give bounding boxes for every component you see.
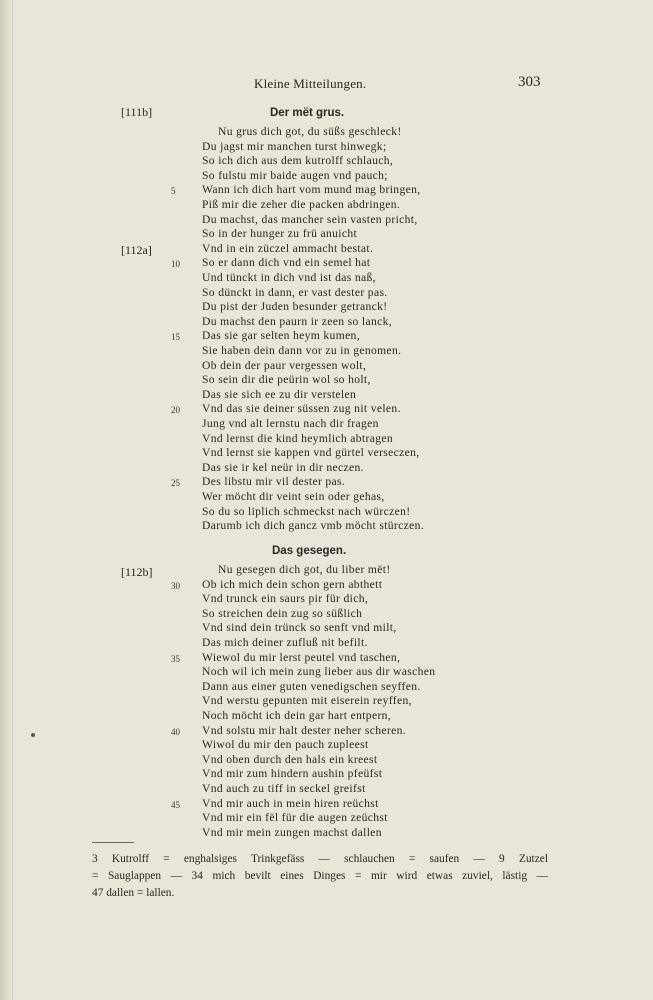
footnote-line: = Sauglappen — 34 mich bevilt eines Dinges = mir wird etwas zuviel, lästig —	[92, 870, 548, 882]
verse-line: Vnd solstu mir halt dester neher scheren.	[202, 723, 406, 737]
verse-line: Noch wil ich mein zung lieber aus dir waschen	[202, 665, 436, 679]
line-number: 35	[171, 653, 180, 664]
verse-line: Das mich deiner zufluß nit befilt.	[202, 636, 368, 649]
line-number: 5	[171, 186, 176, 197]
verse-line: Dann aus einer guten venedigschen seyffen.	[202, 679, 421, 693]
verse-line: Jung vnd alt lernstu nach dir fragen	[202, 417, 379, 430]
footnote-rule	[92, 842, 134, 843]
verse-line: Vnd auch zu tiff in seckel greifst	[202, 782, 366, 795]
line-number: 30	[171, 580, 180, 591]
footnotes	[92, 851, 548, 902]
verse-line: So du so liplich schmeckst nach würczen!	[202, 504, 411, 518]
verse-line: Darumb ich dich gancz vmb möcht stürczen.	[202, 519, 425, 533]
folio-ref-112b: [112b]	[121, 565, 153, 579]
line-number: 45	[171, 799, 180, 810]
verse-line: So er dann dich vnd ein semel hat	[202, 256, 371, 270]
footnote-line: 47 dallen = lallen.	[92, 887, 175, 899]
line-number: 10	[171, 259, 180, 270]
verse-line: Und tünckt in dich vnd ist das naß,	[202, 271, 376, 284]
verse-line: Du jagst mir manchen turst hinwegk;	[202, 139, 387, 153]
verse-line: Wann ich dich hart vom mund mag bringen,	[202, 183, 421, 197]
verse-line: Vnd lernst sie kappen vnd gürtel verseczen,	[202, 446, 420, 460]
verse-line: So in der hunger zu frü anuicht	[202, 227, 358, 241]
verse-line: Noch möcht ich dein gar hart entpern,	[202, 709, 392, 722]
verse-line: Das sie ir kel neür in dir neczen.	[202, 460, 364, 474]
verse-line: Nu gesegen dich got, du liber mët!	[218, 563, 391, 576]
verse-line: Das sie gar selten heym kumen,	[202, 329, 360, 343]
running-title: Kleine Mitteilungen.	[254, 76, 367, 91]
verse-line: Das sie sich ee zu dir verstelen	[202, 387, 357, 401]
verse-line: Sie haben dein dann vor zu in genomen.	[202, 344, 402, 357]
verse-line: So streichen dein zug so süßlich	[202, 606, 363, 620]
page-number: 303	[518, 74, 541, 90]
verse-line: Vnd oben durch den hals ein kreest	[202, 752, 378, 766]
verse-line: Vnd mir zum hindern aushin pfeüfst	[202, 767, 383, 781]
verse-line: Vnd mir ein fël für die augen zeüchst	[202, 811, 388, 825]
page-header	[0, 76, 653, 94]
line-number: 20	[171, 405, 180, 416]
verse-line: Vnd in ein züczel ammacht bestat.	[202, 241, 374, 255]
verse-line: Wer möcht dir veint sein oder gehas,	[202, 490, 385, 503]
line-number: 40	[171, 726, 180, 737]
verse-line: Vnd trunck ein saurs pir für dich,	[202, 592, 369, 606]
verse-line: So sein dir die peürin wol so holt,	[202, 373, 371, 387]
verse-line: So dünckt in dann, er vast dester pas.	[202, 285, 388, 299]
footnote-line: 3 Kutrolff = enghalsiges Trinkgefäss — schlauchen = saufen — 9 Zutzel	[92, 853, 548, 865]
verse-line: Vnd werstu gepunten mit eiserein reyffen,	[202, 694, 412, 708]
verse-line: Des libstu mir vil dester pas.	[202, 475, 346, 489]
verse-line: Piß mir die zeher die packen abdringen.	[202, 198, 401, 211]
verse-line: Ob dein der paur vergessen wolt,	[202, 358, 367, 372]
verse-line: Vnd mir mein zungen machst dallen	[202, 825, 382, 839]
verse-line: So ich dich aus dem kutrolff schlauch,	[202, 154, 394, 168]
poem2-title: Das gesegen.	[272, 545, 347, 557]
poem1-title: Der mët grus.	[270, 107, 345, 119]
verse-line: Vnd sind dein trünck so senft vnd milt,	[202, 621, 397, 635]
verse-line: Ob ich mich dein schon gern abthett	[202, 577, 383, 591]
folio-ref-112a: [112a]	[121, 243, 152, 257]
verse-line: So fulstu mir baide augen vnd pauch;	[202, 168, 388, 182]
line-number: 15	[171, 332, 180, 343]
verse-line: Du pist der Juden besunder getranck!	[202, 300, 388, 314]
verse-line: Vnd lernst die kind heymlich abtragen	[202, 431, 393, 445]
verse-line: Du machst, das mancher sein vasten pricht,	[202, 212, 418, 226]
verse-line: Wiwol du mir den pauch zupleest	[202, 738, 369, 752]
line-number: 25	[171, 478, 180, 489]
verse-line: Nu grus dich got, du süßs geschleck!	[218, 125, 402, 138]
folio-ref-111b: [111b]	[121, 105, 153, 119]
page-edge	[0, 0, 13, 1000]
verse-line: Vnd das sie deiner süssen zug nit velen.	[202, 402, 401, 416]
verse-line: Du machst den paurn ir zeen so lanck,	[202, 314, 393, 328]
verse-line: Wiewol du mir lerst peutel vnd taschen,	[202, 650, 401, 664]
ink-speck	[31, 733, 35, 737]
verse-line: Vnd mir auch in mein hiren reüchst	[202, 796, 379, 810]
